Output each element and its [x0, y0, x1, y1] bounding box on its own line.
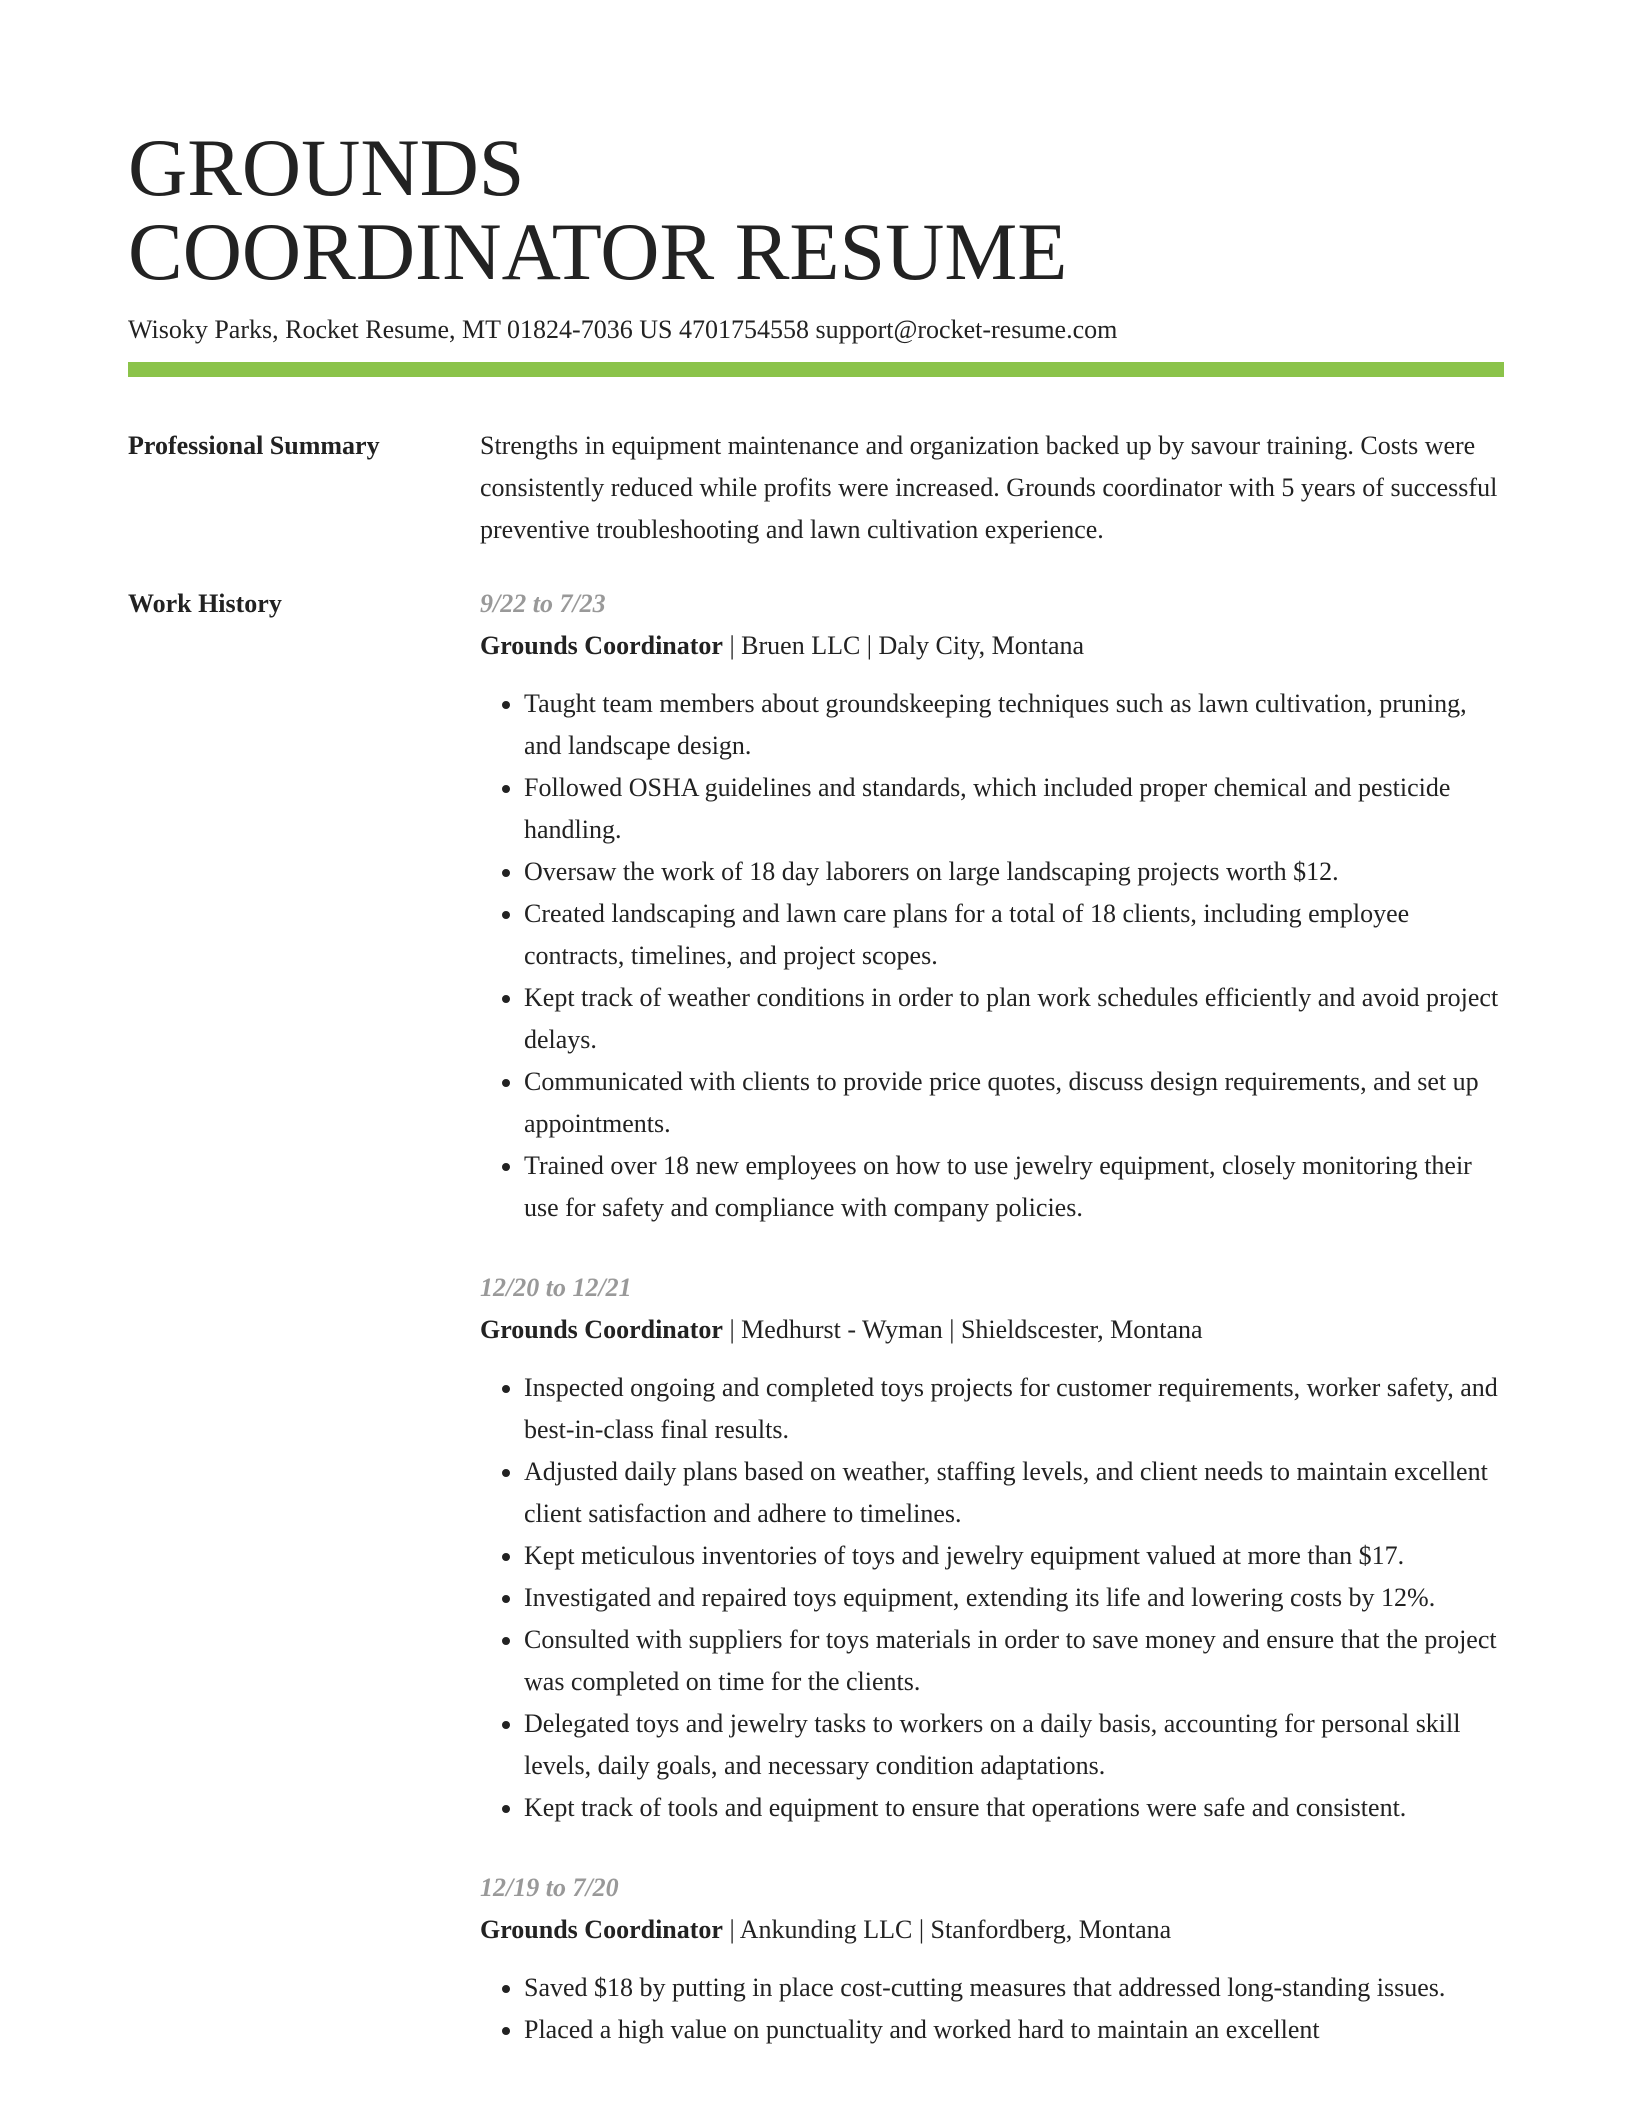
job-bullet: • Communicated with clients to provide price quotes, discuss design requirements, and set up appointments. — [524, 1061, 1504, 1145]
job-dates: 12/19 to 7/20 — [480, 1873, 619, 1902]
resume-title — [128, 122, 1504, 297]
professional-summary-section — [128, 425, 1504, 551]
job-bullet: • Kept meticulous inventories of toys and jewelry equipment valued at more than $17. — [524, 1535, 1504, 1577]
job-bullet: • Consulted with suppliers for toys materials in order to save money and ensure that the project was completed on time for the clients. — [524, 1619, 1504, 1703]
job-bullet: • Investigated and repaired toys equipment, extending its life and lowering costs by 12%. — [524, 1577, 1504, 1619]
job-bullet: • Taught team members about groundskeeping techniques such as lawn cultivation, pruning, and landscape design. — [524, 683, 1504, 767]
job-bullet-list — [480, 683, 1504, 1229]
job-title-line — [480, 1909, 1504, 1951]
job-title-line — [480, 1309, 1504, 1351]
job-title-line — [480, 625, 1504, 667]
job-bullet: • Kept track of tools and equipment to ensure that operations were safe and consistent. — [524, 1787, 1504, 1829]
job-title: Grounds Coordinator — [480, 1315, 723, 1344]
job-bullet: • Kept track of weather conditions in order to plan work schedules efficiently and avoid project delays. — [524, 977, 1504, 1061]
resume-page — [128, 122, 1504, 2051]
job-bullet: • Inspected ongoing and completed toys projects for customer requirements, worker safety, and best-in-class final results. — [524, 1367, 1504, 1451]
job-bullet: • Followed OSHA guidelines and standards, which included proper chemical and pesticide handling. — [524, 767, 1504, 851]
contact-line: Wisoky Parks, Rocket Resume, MT 01824-7036 US 4701754558 support@rocket-resume.com — [128, 315, 1118, 344]
job-dates: 9/22 to 7/23 — [480, 589, 606, 618]
professional-summary-label: Professional Summary — [128, 431, 380, 460]
job-bullet: • Created landscaping and lawn care plans for a total of 18 clients, including employee contracts, timelines, and project scopes. — [524, 893, 1504, 977]
job-details: | Bruen LLC | Daly City, Montana — [722, 631, 1085, 660]
title-line-1: GROUNDS — [128, 122, 525, 213]
job-bullet: • Trained over 18 new employees on how to use jewelry equipment, closely monitoring their use for safety and compliance with company policies. — [524, 1145, 1504, 1229]
title-line-2: COORDINATOR RESUME — [128, 206, 1068, 297]
job-details: | Medhurst - Wyman | Shieldscester, Montana — [722, 1315, 1203, 1344]
professional-summary-text: Strengths in equipment maintenance and organization backed up by savour training. Costs were consistently reduced while profits were increased. Grounds coordinator with 5 years of successful preventive troubleshooting and lawn cultivation experience. — [480, 431, 1498, 544]
job-title: Grounds Coordinator — [480, 1915, 723, 1944]
job-bullet: • Placed a high value on punctuality and worked hard to maintain an excellent — [524, 2009, 1504, 2051]
job-entry — [480, 583, 1504, 1229]
job-entry — [480, 1267, 1504, 1829]
accent-divider — [128, 362, 1504, 377]
job-bullet: • Saved $18 by putting in place cost-cutting measures that addressed long-standing issues. — [524, 1967, 1504, 2009]
work-history-list — [480, 583, 1504, 2051]
work-history-section — [128, 583, 1504, 2051]
job-entry — [480, 1867, 1504, 2051]
job-bullet-list — [480, 1967, 1504, 2051]
job-bullet: • Oversaw the work of 18 day laborers on large landscaping projects worth $12. — [524, 851, 1504, 893]
job-dates: 12/20 to 12/21 — [480, 1273, 632, 1302]
work-history-label: Work History — [128, 589, 282, 618]
job-bullet: • Adjusted daily plans based on weather, staffing levels, and client needs to maintain excellent client satisfaction and adhere to timelines. — [524, 1451, 1504, 1535]
job-bullet-list — [480, 1367, 1504, 1829]
job-title: Grounds Coordinator — [480, 631, 723, 660]
job-bullet: • Delegated toys and jewelry tasks to workers on a daily basis, accounting for personal skill levels, daily goals, and necessary condition adaptations. — [524, 1703, 1504, 1787]
job-details: | Ankunding LLC | Stanfordberg, Montana — [722, 1915, 1172, 1944]
